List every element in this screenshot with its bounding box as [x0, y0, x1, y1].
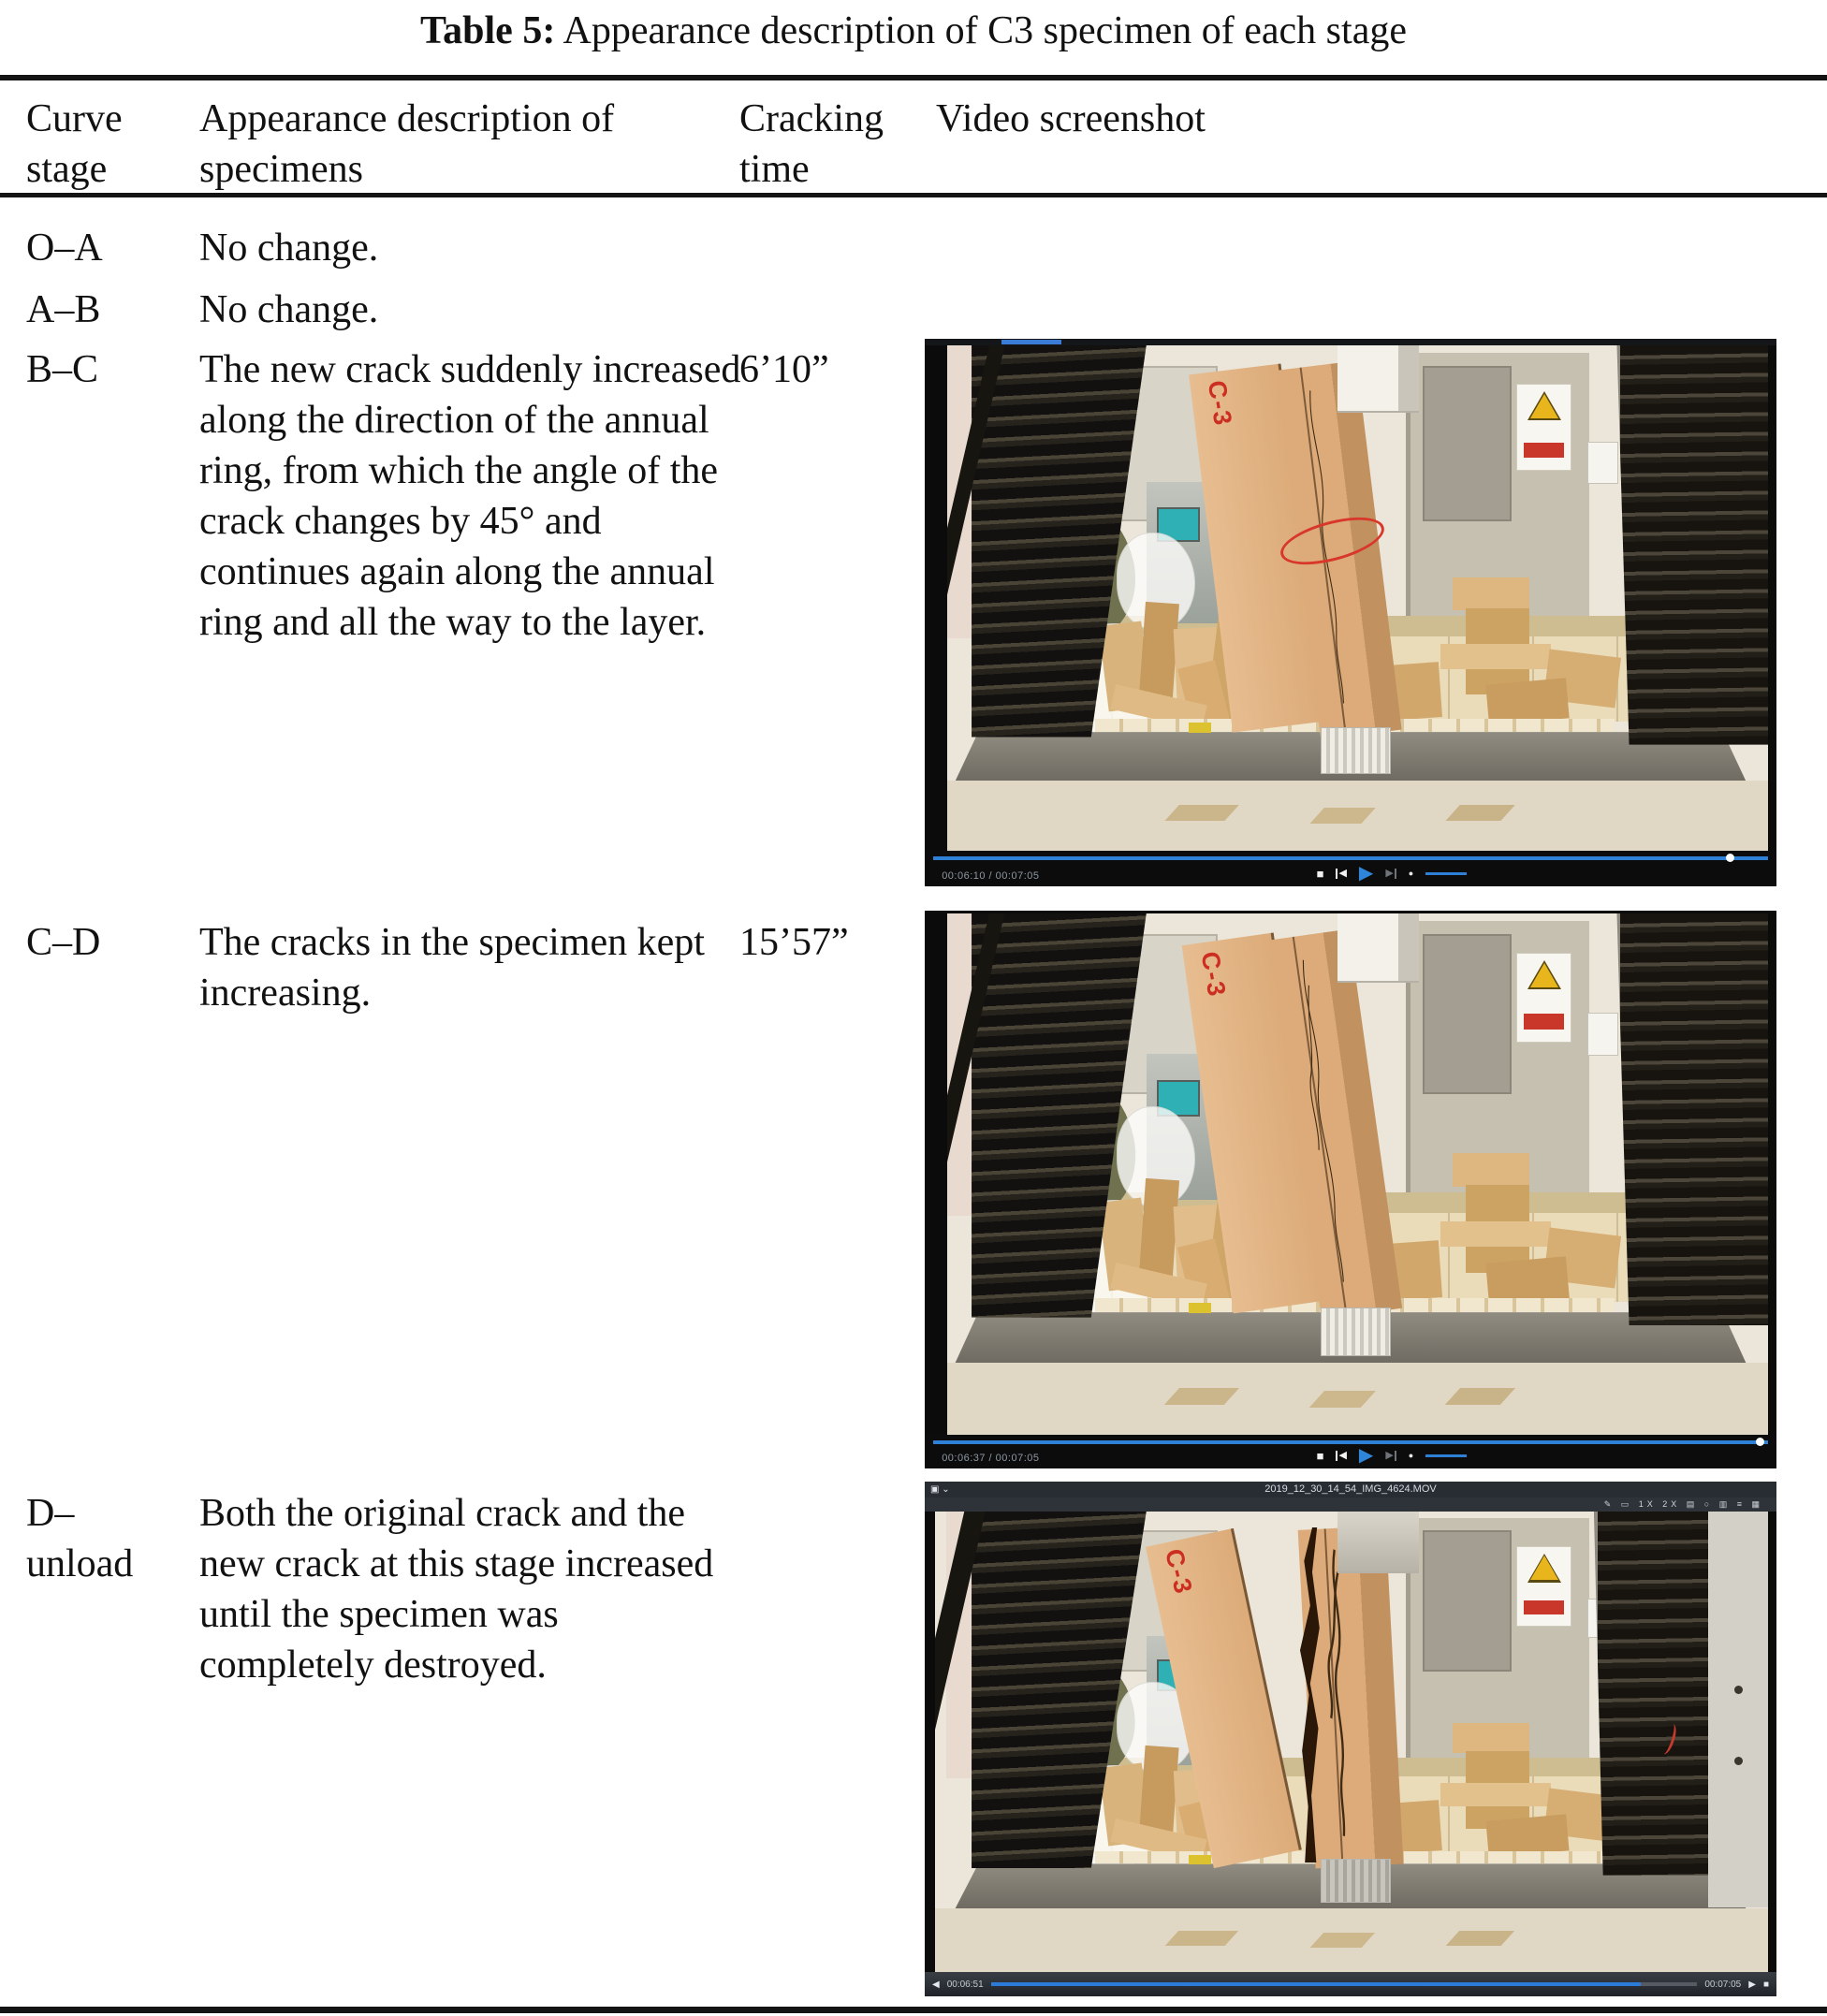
player-top-strip [925, 339, 1776, 345]
wood-block [1453, 1723, 1529, 1753]
row-description: The cracks in the specimen kept increasing. [199, 921, 705, 1015]
wall-socket [1587, 1013, 1618, 1057]
right-column-louvers [1616, 345, 1769, 745]
header-rule [0, 193, 1827, 197]
support-block [1321, 727, 1391, 775]
player-toolbar-icons[interactable]: ✎ ▭ 1X 2X ▤ ○ ▥ ≡ ▦ [925, 1497, 1776, 1512]
col-header-video: Video screenshot [936, 97, 1206, 140]
letterbox-right [1768, 913, 1776, 1435]
row-description: Both the original crack and the new crack at this stage increased until the specimen was completely destroyed. [199, 1492, 714, 1687]
row-cracking-time: 15’57” [739, 921, 849, 964]
warning-triangle-inner [1530, 963, 1558, 987]
row-stage: B–C [26, 348, 99, 391]
table-top-rule [0, 75, 1827, 80]
table-bottom-rule [0, 2007, 1827, 2013]
wall-socket [1587, 442, 1618, 484]
progress-fill [991, 1982, 1641, 1986]
row-stage: A–B [26, 288, 101, 331]
next-button[interactable]: ▶ [1385, 1451, 1396, 1461]
letterbox-left [925, 345, 947, 851]
specimen-label: C-3 [1159, 1545, 1198, 1598]
row-description: The new crack suddenly increased along the direction of the annual ring, from which the angle of the crack changes by 45° and continues again along the annual ring and all the way to the layer. [199, 348, 741, 644]
warning-sign-label [1524, 1600, 1564, 1614]
player-chip [1001, 340, 1061, 344]
row-stage: D–unload [26, 1492, 134, 1585]
progress-bar[interactable] [933, 1440, 1768, 1444]
previous-button[interactable]: ◀ [1336, 869, 1346, 879]
wood-specimen [1202, 363, 1453, 735]
test-scene [925, 1512, 1776, 1972]
warning-sign [1516, 953, 1571, 1044]
current-time: 00:06:51 [946, 1979, 984, 1990]
warning-sign-label [1524, 443, 1564, 459]
letterbox-right [1768, 345, 1776, 851]
specimen-label: C-3 [1194, 948, 1232, 1000]
rewind-icon[interactable]: ◀ [932, 1979, 940, 1990]
letterbox-right [1768, 1512, 1776, 1972]
total-time: 00:07:05 [1704, 1979, 1742, 1990]
right-column-panel [1708, 1512, 1776, 1907]
stop-button[interactable]: ■ [1316, 1448, 1324, 1463]
floor-stain [1165, 1931, 1238, 1946]
col-header-description: Appearance description of specimens [199, 97, 615, 191]
wood-block [1453, 1153, 1529, 1187]
play-button[interactable]: ▶ [1358, 863, 1374, 884]
row-description: No change. [199, 288, 379, 331]
loading-head [1337, 913, 1418, 981]
next-button[interactable]: ▶ [1385, 869, 1396, 879]
stop-button[interactable]: ■ [1316, 866, 1324, 881]
support-block [1321, 1307, 1391, 1356]
volume-slider[interactable] [1425, 1454, 1467, 1457]
col-header-curve-stage: Curve stage [26, 97, 123, 191]
table-number: Table 5: [420, 9, 556, 52]
wood-block [1440, 1783, 1551, 1806]
row-description: No change. [199, 226, 379, 270]
video-screenshot-cd [925, 911, 1776, 1468]
wood-specimen [1194, 931, 1453, 1314]
video-filename: 2019_12_30_14_54_IMG_4624.MOV [1264, 1483, 1437, 1495]
player-seek-bar [925, 1972, 1776, 1996]
warning-sign [1516, 1546, 1571, 1627]
row-stage: C–D [26, 921, 101, 964]
progress-knob[interactable] [1726, 854, 1734, 862]
test-scene [925, 345, 1776, 851]
volume-icon[interactable]: ● [1408, 868, 1414, 878]
letterbox-left [925, 913, 947, 1435]
loading-head [1337, 1512, 1418, 1571]
video-screenshot-bc [925, 339, 1776, 886]
player-title-bar [925, 1482, 1776, 1497]
progress-knob[interactable] [1756, 1438, 1764, 1446]
playback-controls [1317, 1445, 1468, 1466]
progress-bar[interactable] [933, 856, 1768, 860]
col-header-cracking-time: Cracking time [739, 97, 884, 191]
wood-block [1440, 644, 1551, 669]
right-column-louvers [1594, 1512, 1708, 1876]
yellow-tape [1189, 723, 1211, 733]
volume-slider[interactable] [1425, 872, 1467, 875]
player-control-bar [925, 851, 1776, 886]
stop-icon[interactable]: ■ [1762, 1979, 1769, 1990]
loading-head [1337, 345, 1418, 411]
table-title [0, 6, 1827, 56]
video-screenshot-d-unload [925, 1482, 1776, 1996]
warning-sign [1516, 384, 1571, 472]
warning-sign-label [1524, 1014, 1564, 1030]
test-scene [925, 913, 1776, 1435]
progress-bar[interactable] [991, 1982, 1698, 1986]
row-cracking-time: 6’10” [739, 348, 829, 391]
row-stage: O–A [26, 226, 103, 270]
support-block [1321, 1859, 1391, 1902]
yellow-tape [1189, 1303, 1211, 1313]
menu-icon[interactable]: ▣ ⌄ [930, 1484, 950, 1495]
forward-icon[interactable]: ▶ [1748, 1979, 1756, 1990]
wood-block [1453, 577, 1529, 610]
warning-triangle-inner [1530, 1556, 1558, 1580]
letterbox-left [925, 1512, 935, 1972]
timestamp: 00:06:37 / 00:07:05 [942, 1453, 1040, 1464]
yellow-tape [1189, 1855, 1211, 1864]
playback-controls [1317, 863, 1468, 884]
table-caption: Appearance description of C3 specimen of each stage [563, 9, 1407, 52]
timestamp: 00:06:10 / 00:07:05 [942, 870, 1040, 882]
specimen-label: C-3 [1202, 378, 1237, 430]
wood-specimen [1159, 1527, 1453, 1866]
wood-block [1440, 1221, 1551, 1248]
player-control-bar [925, 1435, 1776, 1468]
right-column-louvers [1616, 913, 1769, 1325]
previous-button[interactable]: ◀ [1336, 1451, 1346, 1461]
play-button[interactable]: ▶ [1358, 1445, 1374, 1466]
volume-icon[interactable]: ● [1408, 1450, 1414, 1460]
fracture-gap [1288, 1527, 1328, 1863]
warning-triangle-inner [1530, 394, 1558, 418]
